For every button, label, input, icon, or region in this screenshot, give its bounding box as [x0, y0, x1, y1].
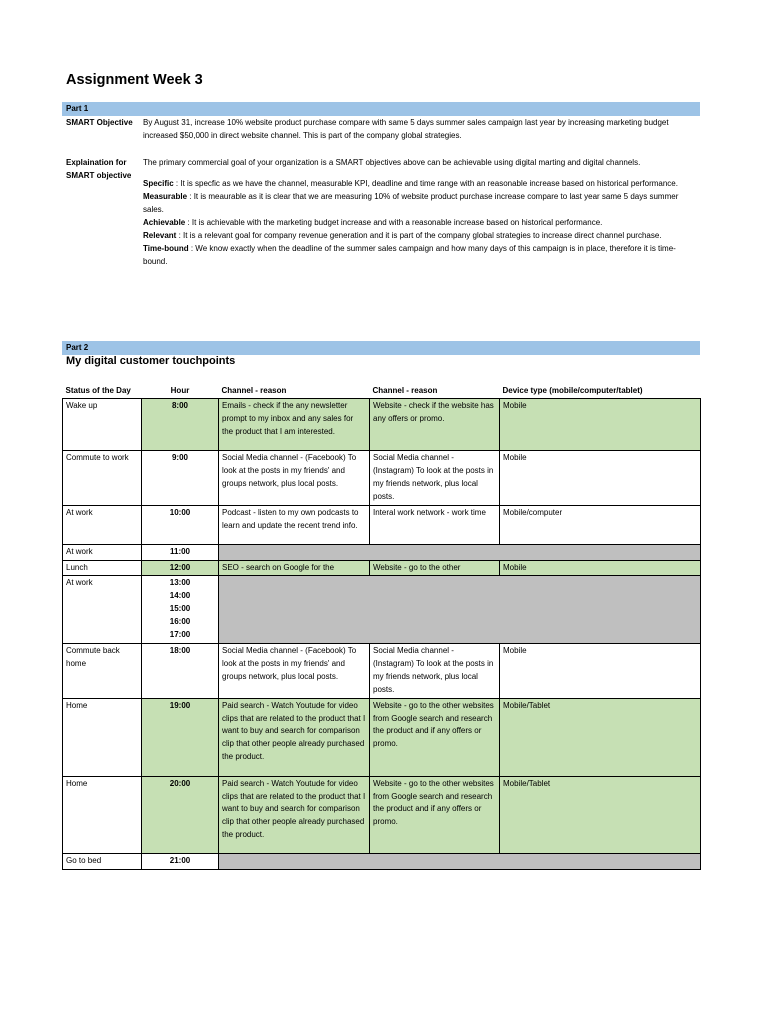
smart-objective-text: By August 31, increase 10% website product purchase compare with same 5 days summer sales campaign last year by increasing marketing budget increased $50,000 in direct website channel. This is part of the company global strategies.	[143, 118, 669, 140]
device-cell: Mobile/computer	[500, 505, 701, 544]
status-cell: At work	[63, 544, 142, 560]
channel-2-cell: Website - go to the other websites from Google search and research the product and if any offers or promo.	[370, 698, 500, 776]
device-cell: Mobile	[500, 451, 701, 506]
channel-2-cell: Website - go to the other	[370, 560, 500, 576]
table-row	[63, 505, 701, 544]
hour-cell: 21:00	[142, 853, 219, 869]
point-term: Measurable	[143, 192, 188, 201]
point-measurable	[143, 190, 700, 216]
device-cell: Mobile/Tablet	[500, 776, 701, 853]
channel-2-cell: Website - check if the website has any offers or promo.	[370, 399, 500, 451]
point-text: : It is meaurable as it is clear that we are measuring 10% of website product purchase increase compare to last year same 5 days summer sales.	[143, 192, 679, 214]
hour-cell: 18:00	[142, 643, 219, 698]
explanation-label: Explaination for SMART objective	[66, 158, 132, 180]
channel-2-cell: Website - go to the other websites from Google search and research the product and if any offers or promo.	[370, 776, 500, 853]
device-cell: Mobile	[500, 399, 701, 451]
table-row	[63, 560, 701, 576]
channel-1-cell: Emails - check if the any newsletter prompt to my inbox and any sales for the product that I am interested.	[219, 399, 370, 451]
point-term: Achievable	[143, 218, 186, 227]
hour-list-cell	[142, 576, 219, 644]
point-relevant	[143, 229, 700, 242]
device-cell: Mobile	[500, 560, 701, 576]
channel-1-cell: Social Media channel - (Facebook) To look at the posts in my friends' and groups network, plus local posts.	[219, 451, 370, 506]
status-cell: Home	[63, 776, 142, 853]
channel-1-cell: Paid search - Watch Youtude for video clips that are related to the product that I want to buy and search for comparison clip that other people already purchased the product.	[219, 776, 370, 853]
empty-cell	[219, 544, 701, 560]
explanation-intro: The primary commercial goal of your organization is a SMART objectives above can be achievable using digital marting and digital channels.	[143, 158, 641, 167]
table-row	[63, 776, 701, 853]
hour-cell: 20:00	[142, 776, 219, 853]
status-cell: Go to bed	[63, 853, 142, 869]
hour-item: 13:00	[169, 578, 191, 588]
status-cell: Home	[63, 698, 142, 776]
table-row	[63, 643, 701, 698]
table-header-row	[63, 383, 701, 399]
hour-item: 16:00	[169, 617, 191, 627]
point-text: : We know exactly when the deadline of the summer sales campaign and how many days of this campaign is in place, therefore it is time-bound.	[143, 244, 676, 266]
table-row	[63, 853, 701, 869]
hour-cell: 10:00	[142, 505, 219, 544]
point-text: : It is specfic as we have the channel, measurable KPI, deadline and time range with an reasonable increase based on historical performance.	[173, 179, 678, 188]
point-achievable	[143, 216, 700, 229]
channel-1-cell: SEO - search on Google for the	[219, 560, 370, 576]
channel-2-cell: Social Media channel - (Instagram) To look at the posts in my friends network, plus local posts.	[370, 643, 500, 698]
status-cell: Wake up	[63, 399, 142, 451]
point-term: Relevant	[143, 231, 177, 240]
header-channel-1: Channel - reason	[221, 386, 287, 395]
smart-objective-label: SMART Objective	[66, 118, 133, 127]
table-row	[63, 399, 701, 451]
status-cell: Commute back home	[63, 643, 142, 698]
empty-cell	[219, 853, 701, 869]
header-status: Status of the Day	[65, 386, 131, 395]
hour-cell: 8:00	[142, 399, 219, 451]
point-term: Time-bound	[143, 244, 189, 253]
header-channel-2: Channel - reason	[372, 386, 438, 395]
table-row	[63, 451, 701, 506]
channel-1-cell: Paid search - Watch Youtude for video clips that are related to the product that I want to buy and search for comparison clip that other people already purchased the product.	[219, 698, 370, 776]
table-row	[63, 576, 701, 644]
page-title: Assignment Week 3	[66, 72, 203, 88]
empty-cell	[219, 576, 701, 644]
part2-band: Part 2	[62, 341, 700, 355]
header-hour: Hour	[170, 386, 190, 395]
channel-1-cell: Podcast - listen to my own podcasts to learn and update the recent trend info.	[219, 505, 370, 544]
channel-1-cell: Social Media channel - (Facebook) To look at the posts in my friends' and groups network, plus local posts.	[219, 643, 370, 698]
hour-cell: 11:00	[142, 544, 219, 560]
status-cell: At work	[63, 576, 142, 644]
hour-item: 14:00	[169, 591, 191, 601]
device-cell: Mobile/Tablet	[500, 698, 701, 776]
table-row	[63, 544, 701, 560]
hour-cell: 19:00	[142, 698, 219, 776]
point-text: : It is achievable with the marketing budget increase and with a reasonable increase based on historical performance.	[185, 218, 603, 227]
hour-cell: 12:00	[142, 560, 219, 576]
hour-cell: 9:00	[142, 451, 219, 506]
point-time-bound	[143, 242, 700, 268]
device-cell: Mobile	[500, 643, 701, 698]
hour-item: 15:00	[169, 604, 191, 614]
table-row	[63, 698, 701, 776]
status-cell: Lunch	[63, 560, 142, 576]
hour-item: 17:00	[169, 630, 191, 640]
status-cell: At work	[63, 505, 142, 544]
status-cell: Commute to work	[63, 451, 142, 506]
point-specific	[143, 177, 700, 190]
channel-2-cell: Interal work network - work time	[370, 505, 500, 544]
point-term: Specific	[143, 179, 174, 188]
touchpoints-table	[62, 383, 701, 870]
channel-2-cell: Social Media channel - (Instagram) To look at the posts in my friends network, plus local posts.	[370, 451, 500, 506]
part1-band: Part 1	[62, 102, 700, 116]
touchpoints-title: My digital customer touchpoints	[66, 355, 236, 367]
explanation-block	[143, 156, 700, 268]
header-device: Device type (mobile/computer/tablet)	[502, 386, 643, 395]
point-text: : It is a relevant goal for company revenue generation and it is part of the company global strategies to increase direct channel purchase.	[176, 231, 662, 240]
